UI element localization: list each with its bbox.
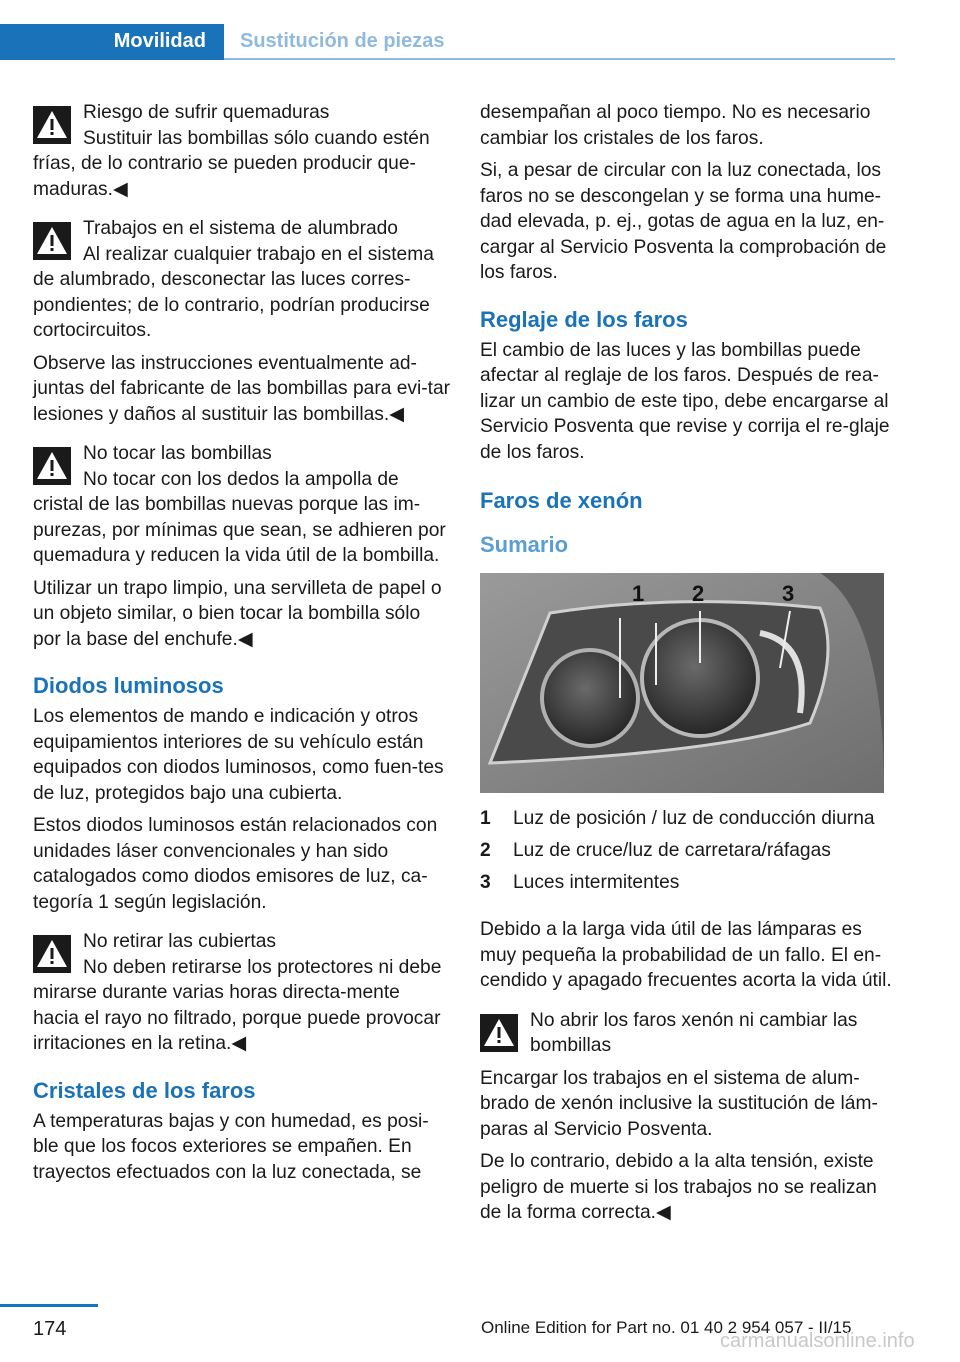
paragraph: Observe las instrucciones eventualmente ad‐juntas del fabricante de las bombillas para evi‐tar lesiones y daños al sustituir las bombillas.◀	[33, 352, 451, 425]
legend-list	[480, 803, 896, 899]
section-heading: Reglaje de los faros	[480, 306, 688, 332]
warning-triangle-icon	[33, 447, 71, 485]
page-header	[0, 0, 895, 62]
warning-block	[33, 216, 451, 344]
warning-block	[480, 1008, 896, 1059]
photo-label-2: 2	[692, 581, 705, 606]
list-item	[480, 867, 896, 899]
subsection-heading: Sumario	[480, 532, 569, 557]
photo-label-1: 1	[632, 581, 645, 606]
warning-title: Trabajos en el sistema de alumbrado	[83, 218, 398, 239]
page-number: 174	[33, 1318, 67, 1340]
item-text: Luz de cruce/luz de carretara/ráfagas	[513, 840, 831, 862]
item-number: 1	[480, 808, 491, 830]
warning-text: No deben retirarse los protectores ni debe mirarse durante varias horas directa‐mente hacia el rayo no filtrado, porque puede provocar irritaciones en la retina.◀	[33, 956, 442, 1054]
section-heading: Faros de xenón	[480, 488, 643, 513]
warning-title: No abrir los faros xenón ni cambiar las bombillas	[530, 1009, 858, 1056]
item-text: Luz de posición / luz de conducción diurna	[513, 808, 875, 830]
warning-triangle-icon	[480, 1014, 518, 1052]
section-tab	[0, 24, 224, 60]
headlight-photo	[480, 573, 884, 793]
list-item	[480, 803, 896, 835]
warning-text: No tocar con los dedos la ampolla de cristal de las bombillas nuevas porque las im‐purezas, por mínimas que sean, se adhieren por quemadura y reducen la vida útil de la bombilla.	[33, 468, 446, 566]
section-label: Movilidad	[113, 30, 206, 52]
warning-title: Riesgo de sufrir quemaduras	[83, 102, 330, 123]
warning-text: Sustituir las bombillas sólo cuando estén frías, de lo contrario se pueden producir que‐maduras.◀	[33, 127, 430, 200]
watermark: carmanualsonline.info	[720, 1330, 915, 1352]
left-column	[33, 100, 451, 1192]
paragraph: Estos diodos luminosos están relacionados con unidades láser convencionales y han sido catalogados como diodos emisores de luz, ca‐tegoría 1 según legislación.	[33, 815, 438, 913]
section-heading: Cristales de los faros	[33, 1077, 256, 1103]
warning-block	[33, 100, 451, 202]
list-item	[480, 835, 896, 867]
paragraph: Encargar los trabajos en el sistema de alum‐brado de xenón inclusive la sustitución de lám‐paras al Servicio Posventa.	[480, 1067, 878, 1140]
paragraph: Si, a pesar de circular con la luz conectada, los faros no se descongelan y se forma una hume‐dad elevada, p. ej., gotas de agua en la luz, en‐cargar al Servicio Posventa la comprobación de los faros.	[480, 160, 887, 283]
paragraph: A temperaturas bajas y con humedad, es posi‐ble que los focos exteriores se empañen. En trayectos efectuados con la luz conectada, se	[33, 1110, 429, 1183]
warning-title: No tocar las bombillas	[83, 443, 272, 464]
item-text: Luces intermitentes	[513, 872, 680, 894]
paragraph: Los elementos de mando e indicación y otros equipamientos interiores de su vehículo están equipados con diodos luminosos, como fuen‐tes de luz, protegidos bajo una cubierta.	[33, 706, 444, 804]
section-heading: Diodos luminosos	[33, 673, 224, 698]
edition-note: Online Edition for Part no. 01 40 2 954 057 - II/15	[481, 1318, 852, 1337]
right-column	[480, 100, 896, 1233]
warning-text: Al realizar cualquier trabajo en el sistema de alumbrado, desconectar las luces corres‐pondientes; de lo contrario, podrían producirse cortocircuitos.	[33, 243, 434, 341]
paragraph: desempañan al poco tiempo. No es necesario cambiar los cristales de los faros.	[480, 102, 871, 149]
subsection-label: Sustitución de piezas	[240, 30, 445, 52]
warning-block	[33, 929, 451, 1057]
footer-rule	[0, 1304, 98, 1307]
paragraph: De lo contrario, debido a la alta tensión, existe peligro de muerte si los trabajos no se realizan de la forma correcta.◀	[480, 1151, 877, 1223]
warning-triangle-icon	[33, 106, 71, 144]
photo-label-3: 3	[782, 581, 795, 606]
warning-title: No retirar las cubiertas	[83, 931, 277, 952]
paragraph: Debido a la larga vida útil de las lámparas es muy pequeña la probabilidad de un fallo. El en‐cendido y apagado frecuentes acorta la vida útil.	[480, 919, 892, 991]
item-number: 3	[480, 872, 491, 894]
item-number: 2	[480, 840, 491, 862]
warning-triangle-icon	[33, 222, 71, 260]
paragraph: Utilizar un trapo limpio, una servilleta de papel o un objeto similar, o bien tocar la bombilla sólo por la base del enchufe.◀	[33, 577, 442, 650]
header-rule	[224, 58, 895, 60]
warning-block	[33, 441, 451, 569]
paragraph: El cambio de las luces y las bombillas puede afectar al reglaje de los faros. Después de rea‐lizar un cambio de este tipo, debe encargarse al Servicio Posventa que revise y corrija el re‐glaje de los faros.	[480, 339, 890, 463]
warning-triangle-icon	[33, 935, 71, 973]
